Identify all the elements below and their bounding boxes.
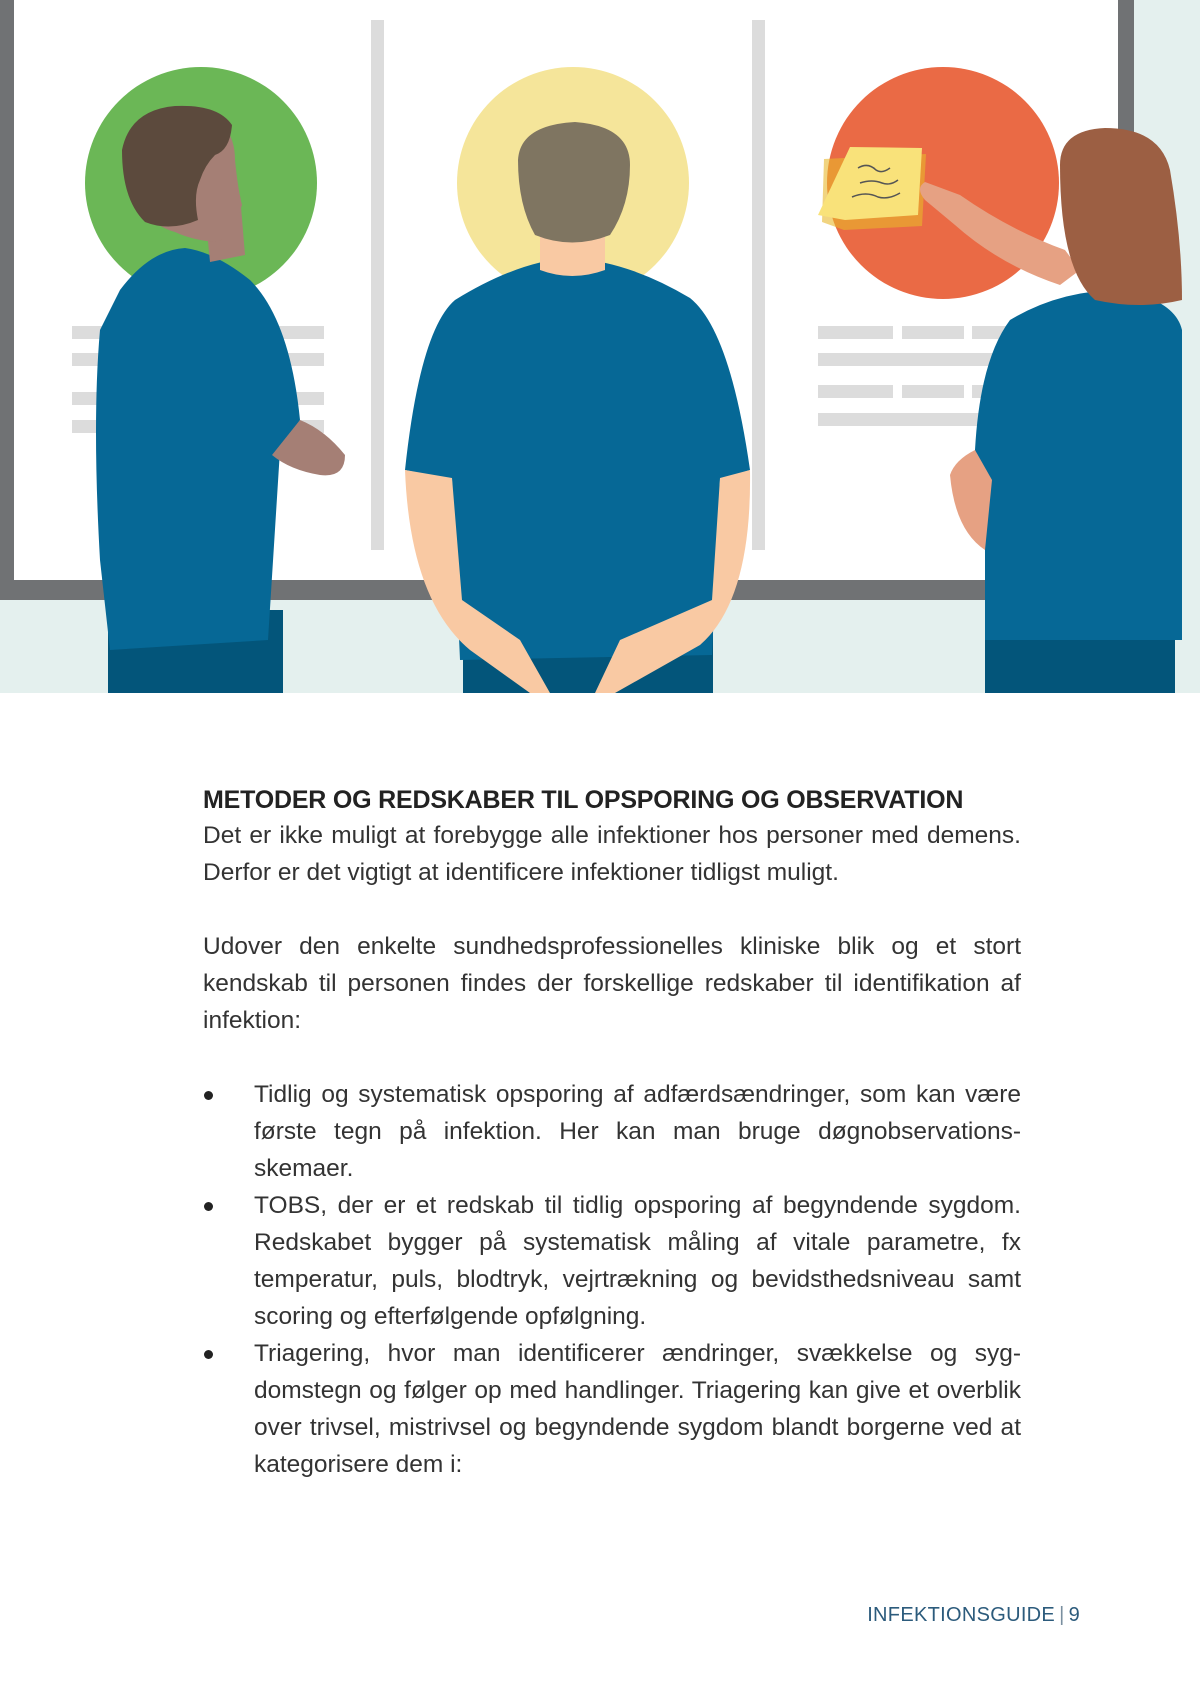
list-item bbox=[203, 1076, 1021, 1187]
page-footer bbox=[867, 1604, 1080, 1627]
tools-list bbox=[203, 1076, 1021, 1483]
footer-guide-title: INFEKTIONSGUIDE bbox=[867, 1604, 1056, 1626]
sticky-note bbox=[818, 147, 926, 230]
list-item-text: Triagering, hvor man identificerer ændringer, svækkelse og sygdomstegn og følger op med handlinger. Triagering kan give et overblik over trivsel, mistrivsel og begyndende sygdom blandt borgerne ved at kategorisere dem i: bbox=[254, 1340, 1021, 1478]
board-divider-right bbox=[752, 20, 765, 550]
staff-at-whiteboard-illustration bbox=[0, 0, 1200, 693]
footer-separator: | bbox=[1059, 1604, 1065, 1626]
section-heading: METODER OG REDSKABER TIL OPSPORING OG OBSERVATION bbox=[203, 786, 964, 814]
list-item bbox=[203, 1335, 1021, 1483]
board-divider-left bbox=[371, 20, 384, 550]
intro-paragraph: Det er ikke muligt at forebygge alle infektioner hos personer med demens. Derfor er det vigtigt at identificere infektioner tidligst muligt. bbox=[203, 822, 1021, 886]
page-number: 9 bbox=[1068, 1604, 1080, 1626]
list-item-text: Tidlig og systematisk opsporing af adfærdsændringer, som kan være første tegn på infektion. Her kan man bruge døgnobservationsskemaer. bbox=[254, 1081, 1021, 1182]
list-item-text: TOBS, der er et redskab til tidlig opsporing af begyndende sygdom. Redskabet bygger på systematisk måling af vitale parametre, fx temperatur, puls, blodtryk, vejrtrækning og bevidsthedsniveau samt scoring og efterfølgende opfølgning. bbox=[254, 1192, 1021, 1330]
list-item bbox=[203, 1187, 1021, 1335]
tools-paragraph: Udover den enkelte sundhedsprofessionelles kliniske blik og et stort kendskab til personen findes der forskellige redskaber til identifikation af infektion: bbox=[203, 933, 1021, 1034]
main-content bbox=[203, 783, 1021, 1483]
